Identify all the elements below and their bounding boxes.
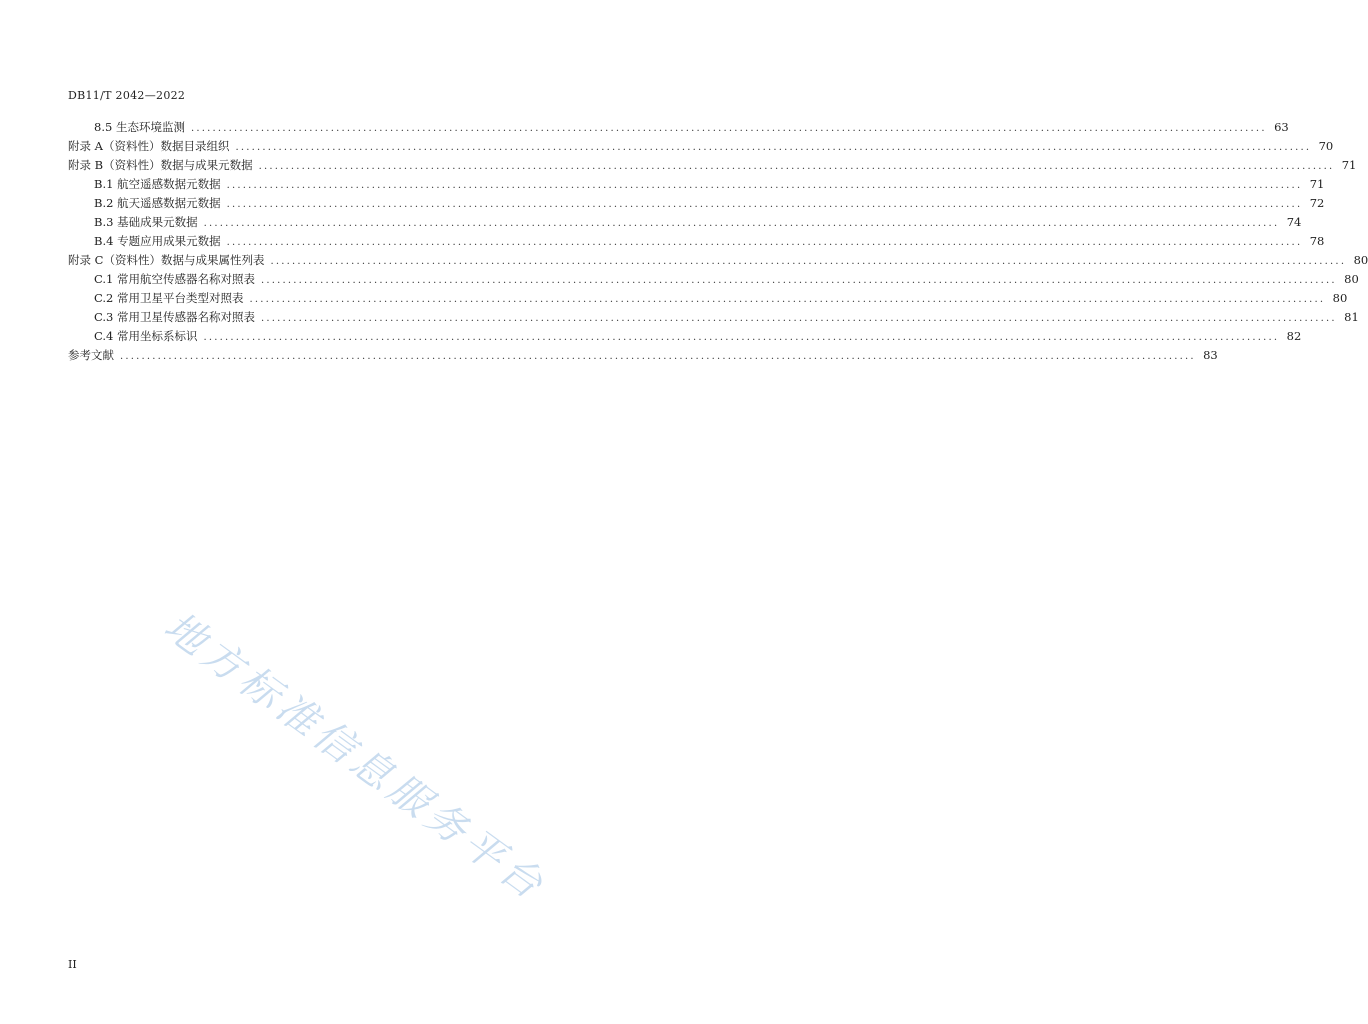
toc-entry-title: B.2 航天遥感数据元数据	[94, 196, 221, 210]
toc-entry-page: 71	[1309, 177, 1325, 191]
toc-entry-page: 81	[1344, 310, 1359, 324]
toc-entry-page: 74	[1286, 215, 1302, 229]
table-of-contents	[68, 118, 1368, 365]
toc-entry[interactable]	[68, 232, 1325, 251]
document-code: DB11/T 2042—2022	[68, 89, 186, 102]
toc-dot-leader: ........................................................................................................................................................................................................	[258, 161, 1335, 172]
watermark: 地方标准信息服务平台	[155, 603, 555, 911]
toc-entry-title: B.1 航空遥感数据元数据	[94, 177, 221, 191]
toc-entry-page: 63	[1274, 120, 1289, 134]
toc-entry[interactable]	[68, 118, 1289, 137]
toc-dot-leader: ........................................................................................................................................................................................................	[270, 256, 1347, 267]
toc-entry-title: B.4 专题应用成果元数据	[94, 234, 221, 248]
toc-entry-page: 80	[1332, 291, 1348, 305]
toc-entry[interactable]	[68, 327, 1302, 346]
toc-entry[interactable]	[68, 346, 1218, 365]
toc-entry-page: 80	[1344, 272, 1359, 286]
toc-dot-leader: ........................................................................................................................................................................................................	[203, 218, 1280, 229]
toc-entry[interactable]	[68, 270, 1359, 289]
toc-entry-title: C.1 常用航空传感器名称对照表	[94, 272, 256, 286]
toc-dot-leader: ........................................................................................................................................................................................................	[235, 142, 1312, 153]
toc-dot-leader: ........................................................................................................................................................................................................	[249, 294, 1326, 305]
toc-dot-leader: ........................................................................................................................................................................................................	[226, 180, 1303, 191]
toc-dot-leader: ........................................................................................................................................................................................................	[120, 351, 1196, 362]
toc-entry[interactable]	[68, 194, 1325, 213]
toc-entry-page: 80	[1353, 253, 1368, 267]
toc-entry[interactable]	[68, 213, 1302, 232]
toc-entry-title: C.3 常用卫星传感器名称对照表	[94, 310, 256, 324]
toc-entry-page: 83	[1203, 348, 1218, 362]
toc-entry[interactable]	[68, 175, 1325, 194]
toc-entry-page: 72	[1309, 196, 1325, 210]
toc-dot-leader: ........................................................................................................................................................................................................	[226, 237, 1303, 248]
toc-entry-title: 附录 A（资料性）数据目录组织	[68, 139, 230, 153]
toc-entry-page: 70	[1318, 139, 1334, 153]
toc-dot-leader: ........................................................................................................................................................................................................	[261, 275, 1337, 286]
toc-dot-leader: ........................................................................................................................................................................................................	[203, 332, 1280, 343]
page-number: II	[68, 958, 77, 971]
toc-entry-title: C.2 常用卫星平台类型对照表	[94, 291, 244, 305]
toc-entry[interactable]	[68, 156, 1357, 175]
toc-entry-page: 78	[1309, 234, 1325, 248]
toc-entry[interactable]	[68, 308, 1359, 327]
toc-entry[interactable]	[68, 289, 1348, 308]
toc-entry[interactable]	[68, 251, 1368, 270]
toc-dot-leader: ........................................................................................................................................................................................................	[261, 313, 1337, 324]
toc-entry-page: 71	[1341, 158, 1357, 172]
toc-dot-leader: ........................................................................................................................................................................................................	[226, 199, 1303, 210]
toc-entry-title: C.4 常用坐标系标识	[94, 329, 198, 343]
toc-entry-title: 参考文献	[68, 348, 114, 362]
toc-entry-title: 8.5 生态环境监测	[94, 120, 185, 134]
toc-dot-leader: ........................................................................................................................................................................................................	[190, 123, 1267, 134]
toc-entry-title: B.3 基础成果元数据	[94, 215, 198, 229]
toc-entry-page: 82	[1286, 329, 1302, 343]
toc-entry-title: 附录 B（资料性）数据与成果元数据	[68, 158, 253, 172]
toc-entry-title: 附录 C（资料性）数据与成果属性列表	[68, 253, 265, 267]
toc-entry[interactable]	[68, 137, 1334, 156]
